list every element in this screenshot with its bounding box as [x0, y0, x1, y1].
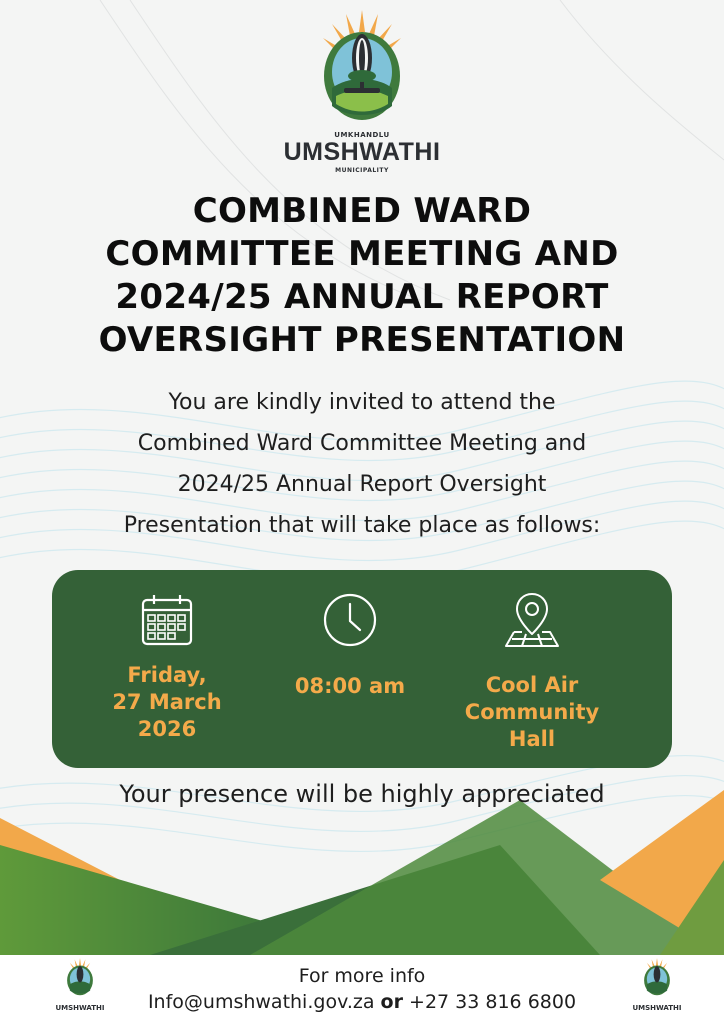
presence-note: Your presence will be highly appreciated: [119, 780, 605, 808]
title-line: COMBINED WARD: [192, 191, 532, 231]
title-line: COMMITTEE MEETING AND: [105, 234, 619, 274]
brand-prefix: UMKHANDLU: [334, 131, 390, 139]
map-pin-icon: [502, 590, 562, 650]
footer-logo-name: UMSHWATHI: [55, 1004, 105, 1012]
time-line: 08:00 am: [294, 674, 406, 698]
footer-logo-right: [632, 958, 682, 1020]
clock-icon: [320, 590, 380, 650]
venue-text: [432, 672, 632, 753]
date-line: 2026: [137, 717, 197, 741]
date-line: 27 March: [112, 690, 222, 714]
venue-line: Cool Air: [485, 673, 579, 697]
invite-line: Combined Ward Committee Meeting and: [137, 431, 587, 456]
footer-or: or: [380, 991, 403, 1013]
date-text: [67, 662, 267, 743]
venue-line: Hall: [508, 727, 556, 751]
footer-more-info: For more info: [298, 965, 426, 987]
time-column: [250, 570, 450, 768]
footer-contact: [0, 991, 724, 1013]
footer: [0, 955, 724, 1024]
invite-line: Presentation that will take place as follows:: [123, 513, 601, 538]
municipality-logo-icon: [642, 958, 672, 998]
time-text: [250, 673, 450, 700]
invite-line: You are kindly invited to attend the: [168, 390, 556, 415]
venue-column: [432, 570, 632, 768]
event-title: [0, 190, 724, 362]
title-line: 2024/25 ANNUAL REPORT: [115, 277, 609, 317]
invite-line: 2024/25 Annual Report Oversight: [177, 472, 547, 497]
title-line: OVERSIGHT PRESENTATION: [98, 320, 626, 360]
brand-suffix: MUNICIPALITY: [335, 167, 389, 174]
invitation-text: [0, 382, 724, 546]
date-line: Friday,: [127, 663, 207, 687]
footer-logo-name: UMSHWATHI: [632, 1004, 682, 1012]
calendar-icon: [137, 590, 197, 650]
municipality-logo: [318, 10, 406, 128]
footer-phone[interactable]: +27 33 816 6800: [409, 991, 577, 1013]
venue-line: Community: [464, 700, 600, 724]
brand-name: UMSHWATHI: [283, 138, 441, 166]
date-column: [67, 570, 267, 768]
footer-email[interactable]: Info@umshwathi.gov.za: [147, 991, 375, 1013]
event-details-panel: [52, 570, 672, 768]
